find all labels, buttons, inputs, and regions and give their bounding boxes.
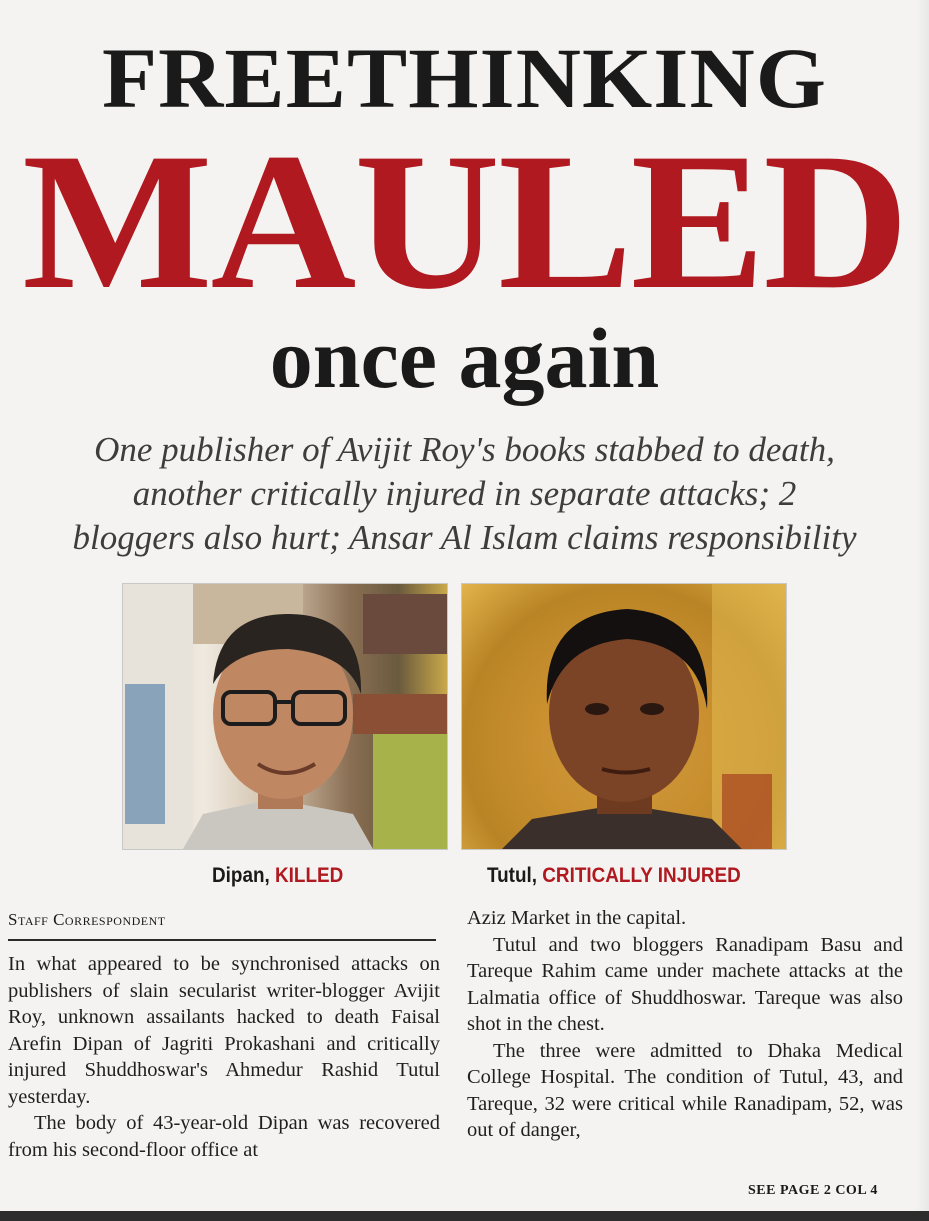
article-paragraph: Tutul and two bloggers Ranadipam Basu and Tareque Rahim came under machete attacks at the Lalmatia office of Shuddhoswar. Tareque was also shot in the chest. xyxy=(467,933,903,1035)
portrait-glasses-man-image xyxy=(123,584,447,849)
jump-line: SEE PAGE 2 COL 4 xyxy=(748,1183,878,1198)
deck xyxy=(10,428,919,560)
article-paragraph: In what appeared to be synchronised attacks on publishers of slain secularist writer-blogger Avijit Roy, unknown assailants hacked to death Faisal Arefin Dipan of Jagriti Prokashani and critically injured Shuddhoswar's Ahmedur Rashid Tutul yesterday. xyxy=(8,953,440,1108)
photo-dipan xyxy=(122,583,448,850)
article-paragraph: Aziz Market in the capital. xyxy=(467,907,687,929)
headline-main: MAULED xyxy=(22,113,907,330)
article-paragraph: The three were admitted to Dhaka Medical College Hospital. The condition of Tutul, 43, and Tareque, 32 were critical while Ranadipam, 52, was out of danger, xyxy=(467,1039,903,1141)
portrait-man-image xyxy=(462,584,786,849)
article-column-right xyxy=(467,905,903,1144)
deck-line-2: another critically injured in separate attacks; 2 xyxy=(132,474,797,513)
byline: Staff Correspondent xyxy=(8,910,166,929)
bottom-rule xyxy=(0,1211,929,1221)
photo-tutul xyxy=(461,583,787,850)
headline-tail: once again xyxy=(269,310,660,406)
page-edge xyxy=(916,0,929,1221)
caption-tutul-status: CRITICALLY INJURED xyxy=(542,864,741,887)
caption-dipan-name: Dipan, xyxy=(212,864,276,887)
deck-line-3: bloggers also hurt; Ansar Al Islam claims responsibility xyxy=(72,518,857,557)
article-paragraph: The body of 43-year-old Dipan was recovered from his second-floor office at xyxy=(8,1112,440,1161)
article-column-left xyxy=(8,951,440,1163)
caption-dipan-status: KILLED xyxy=(275,864,344,887)
headline-kicker: FREETHINKING xyxy=(101,30,828,126)
caption-tutul xyxy=(487,862,741,890)
caption-tutul-name: Tutul, xyxy=(487,864,543,887)
deck-line-1: One publisher of Avijit Roy's books stabbed to death, xyxy=(94,430,835,469)
caption-dipan xyxy=(212,862,343,890)
byline-rule xyxy=(8,939,436,941)
